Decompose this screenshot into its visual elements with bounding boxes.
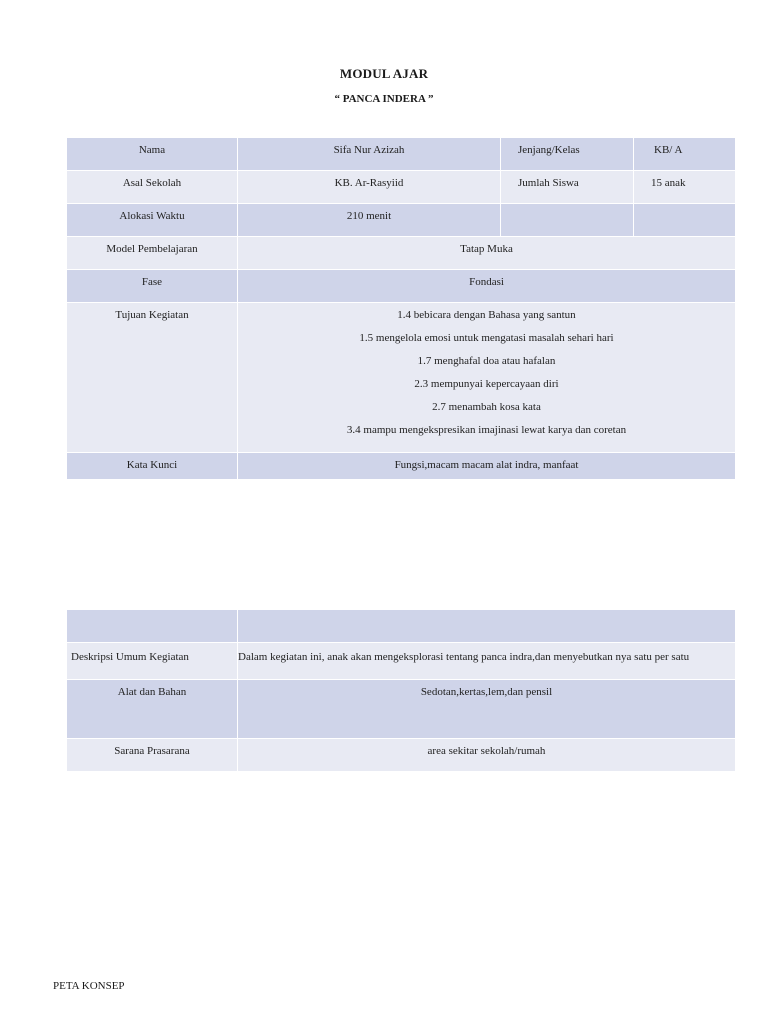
table-row — [67, 138, 736, 171]
table-row — [67, 270, 736, 303]
page-subtitle: “ PANCA INDERA ” — [334, 93, 434, 105]
identity-table — [66, 137, 736, 480]
alokasi-waktu-value: 210 menit — [238, 204, 501, 237]
table-row — [67, 171, 736, 204]
list-item: 3.4 mampu mengekspresikan imajinasi lewat karya dan coretan — [346, 424, 627, 436]
empty-cell — [634, 204, 736, 237]
empty-cell — [67, 610, 238, 643]
list-item: 2.3 mempunyai kepercayaan diri — [414, 378, 559, 390]
kegiatan-table — [66, 609, 736, 772]
alat-bahan-value: Sedotan,kertas,lem,dan pensil — [238, 680, 736, 739]
table-row — [67, 237, 736, 270]
jumlah-siswa-value: 15 anak — [634, 171, 736, 204]
table-row — [67, 303, 736, 453]
table-row — [67, 453, 736, 480]
model-pembelajaran-label: Model Pembelajaran — [67, 237, 238, 270]
model-pembelajaran-value: Tatap Muka — [238, 237, 736, 270]
jumlah-siswa-label: Jumlah Siswa — [501, 171, 634, 204]
alat-bahan-label: Alat dan Bahan — [67, 680, 238, 739]
asal-sekolah-value: KB. Ar-Rasyiid — [238, 171, 501, 204]
jenjang-value: KB/ A — [634, 138, 736, 171]
list-item: 1.7 menghafal doa atau hafalan — [417, 355, 556, 367]
sarana-prasarana-label: Sarana Prasarana — [67, 739, 238, 772]
deskripsi-umum-value: Dalam kegiatan ini, anak akan mengeksplorasi tentang panca indra,dan menyebutkan nya satu per satu — [238, 643, 736, 680]
list-item: 1.4 bebicara dengan Bahasa yang santun — [397, 309, 576, 321]
deskripsi-umum-label: Deskripsi Umum Kegiatan — [67, 643, 238, 680]
table-row — [67, 739, 736, 772]
list-item: 1.5 mengelola emosi untuk mengatasi masalah sehari hari — [359, 332, 614, 344]
tujuan-kegiatan-list — [238, 303, 736, 453]
kata-kunci-value: Fungsi,macam macam alat indra, manfaat — [238, 453, 736, 480]
alokasi-waktu-label: Alokasi Waktu — [67, 204, 238, 237]
table-row — [67, 680, 736, 739]
table-row — [67, 643, 736, 680]
page-title: MODUL AJAR — [339, 66, 429, 81]
fase-label: Fase — [67, 270, 238, 303]
fase-value: Fondasi — [238, 270, 736, 303]
table-row — [67, 204, 736, 237]
nama-value: Sifa Nur Azizah — [238, 138, 501, 171]
sarana-prasarana-value: area sekitar sekolah/rumah — [238, 739, 736, 772]
tujuan-kegiatan-label: Tujuan Kegiatan — [67, 303, 238, 453]
empty-cell — [501, 204, 634, 237]
nama-label: Nama — [67, 138, 238, 171]
empty-cell — [238, 610, 736, 643]
asal-sekolah-label: Asal Sekolah — [67, 171, 238, 204]
jenjang-label: Jenjang/Kelas — [501, 138, 634, 171]
list-item: 2.7 menambah kosa kata — [432, 401, 541, 413]
peta-konsep-heading: PETA KONSEP — [53, 980, 125, 992]
kata-kunci-label: Kata Kunci — [67, 453, 238, 480]
table-row — [67, 610, 736, 643]
